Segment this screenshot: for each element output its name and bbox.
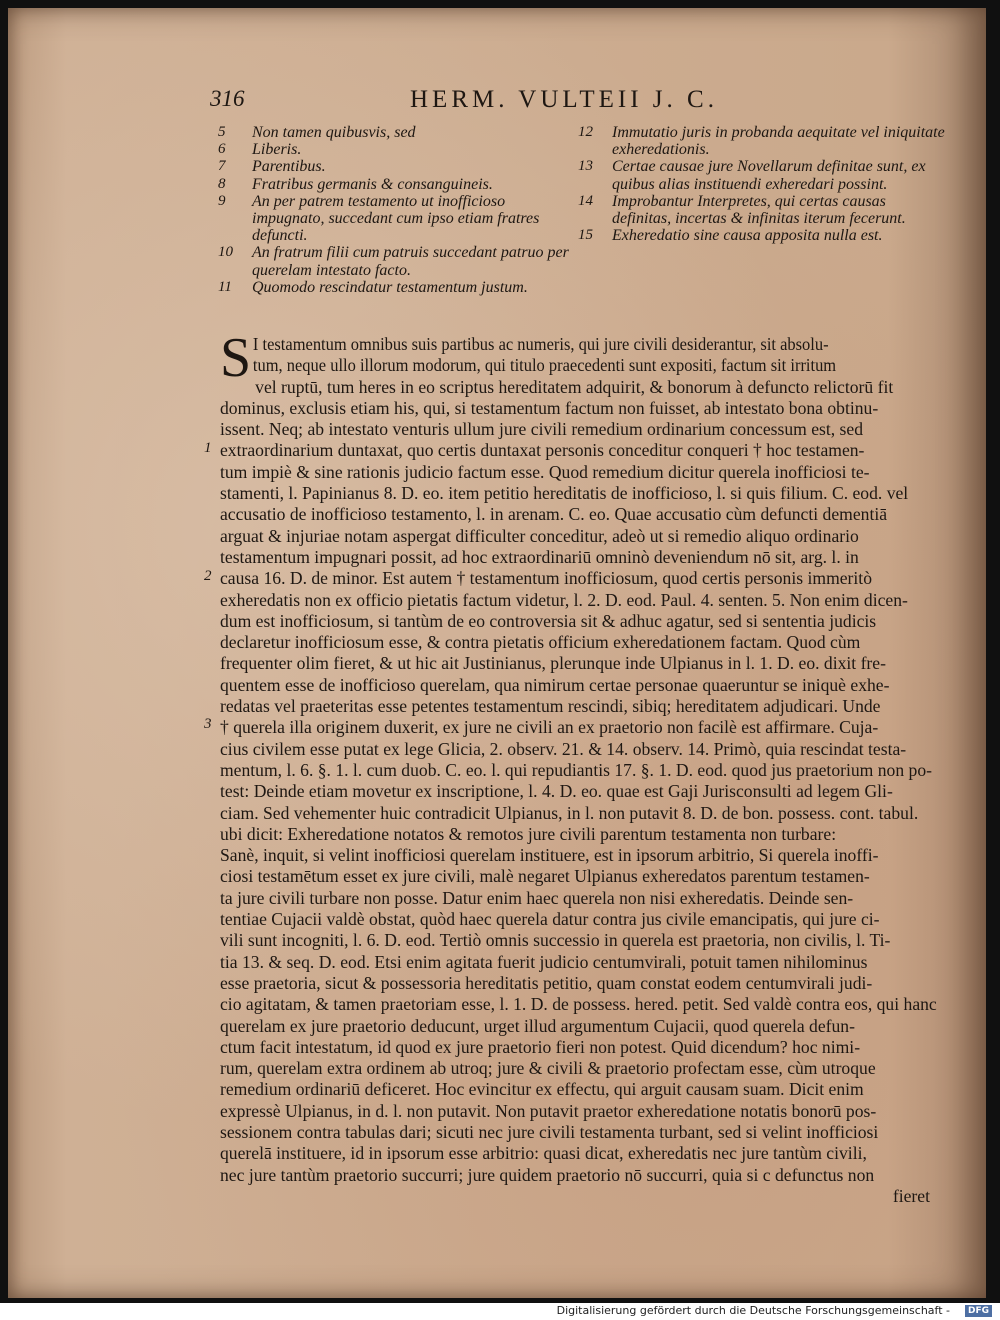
summary-item-text: Immutatio juris in probanda aequitate vel iniquitate exheredationis. — [612, 124, 945, 159]
margin-number: 3 — [204, 716, 212, 732]
body-line: tum impiè & sine rationis judicio factum esse. Quod remedium dicitur querela inofficiosi te- — [220, 461, 870, 482]
page-header — [8, 86, 986, 122]
summary-item-number: 6 — [218, 141, 226, 158]
body-line: tum, neque ullo illorum modorum, qui titulo praecedenti sunt expositi, factum sit irritum — [252, 355, 837, 376]
body-line: vili sunt incogniti, l. 6. D. eod. Tertiò omnis successio in querela est praetoria, non civilis, l. Ti- — [220, 930, 891, 951]
body-line: tentiae Cujacii valdè obstat, quòd haec querela datur contra jus civile emancipatis, qui jure ci- — [220, 909, 880, 930]
summary-item — [578, 124, 948, 158]
digitization-footer — [0, 1303, 1000, 1320]
footer-credit: Digitalisierung gefördert durch die Deutsche Forschungsgemeinschaft - — [556, 1304, 950, 1317]
body-line: issent. Neq; ab intestato venturis ullum jure civili remedium ordinarium concessum est, sed — [220, 419, 864, 440]
body-line: rum, querelam extra ordinem ab utroq; jure & civili & praetorio profectam esse, cùm utroque — [220, 1058, 876, 1079]
summary-item-number: 9 — [218, 192, 226, 209]
margin-number: 1 — [204, 440, 212, 456]
summary-item-number: 7 — [218, 158, 226, 175]
running-head: HERM. VULTEII J. C. — [410, 86, 718, 113]
body-line: frequenter olim fieret, & ut hic ait Justinianus, plerunque inde Ulpianus in l. 1. D. eo. dixit fre- — [220, 653, 886, 674]
body-line: ta jure civili turbare non posse. Datur enim haec querela non nisi exheredatis. Deinde sen- — [220, 887, 854, 908]
body-line: ciam. Sed vehementer huic contradicit Ulpianus, in l. non putavit 8. D. de bon. possess. cont. tabul. — [220, 802, 919, 823]
summary-item-text: Non tamen quibusvis, sed — [252, 124, 416, 141]
body-line: extraordinarium duntaxat, quo certis duntaxat personis conceditur conqueri † hoc testamen- — [220, 440, 865, 461]
body-line: esse praetoria, sicut & possessoria hereditatis petitio, quam constat eodem centumvirali judi- — [220, 972, 873, 993]
summary-left-column — [218, 124, 573, 296]
summary-item — [218, 193, 573, 245]
summary-item-number: 14 — [578, 192, 593, 209]
body-line: querelam ex jure praetorio deducunt, urget illud argumentum Cujacii, quod querela defun- — [220, 1015, 855, 1036]
body-line: ciosi testamētum esset ex jure civili, malè negaret Ulpianus exheredatos parentum testamen- — [220, 866, 870, 887]
summary-item-text: Exheredatio sine causa apposita nulla est. — [612, 227, 883, 245]
body-line: stamenti, l. Papinianus 8. D. eo. item petitio hereditatis de inofficioso, l. si quis filium. C. eod. vel — [220, 483, 909, 504]
summary-item-number: 12 — [578, 124, 593, 140]
body-line: fieret — [892, 1185, 930, 1206]
page-number: 316 — [210, 86, 245, 111]
book-page — [8, 8, 986, 1298]
body-line: testamentum impugnari possit, ad hoc extraordinariū omninò deveniendum nō sit, arg. l. in — [220, 546, 859, 567]
body-line: dominus, exclusis etiam his, qui, si testamentum factum non fuisset, ab intestato bona obtinu- — [220, 397, 879, 418]
body-line: tia 13. & seq. D. eod. Etsi enim agitata fuerit judicio centumvirali, potuit tamen nihilominus — [220, 951, 868, 972]
body-line: arguat & injuriae notam aspergat difficulter conceditur, adeò ut si remedio aliquo ordinario — [220, 525, 859, 546]
summary-item-number: 8 — [218, 175, 226, 192]
summary-item — [218, 141, 573, 158]
summary-item-number: 15 — [578, 227, 593, 244]
summary-item — [578, 227, 948, 244]
body-line: querelā instituere, id in ipsorum esse arbitrio: quasi dicat, exheredatis nec jure tantùm civili, — [220, 1143, 867, 1164]
summary-item — [218, 244, 573, 278]
summary-item-text: Fratribus germanis & consanguineis. — [252, 175, 493, 193]
summary-item-number: 10 — [218, 244, 233, 261]
summary-right-column — [578, 124, 948, 244]
body-line: remedium ordinariū deficeret. Hoc evincitur ex effectu, qui arguit causam suam. Dicit enim — [220, 1079, 864, 1100]
dfg-logo-icon: DFG — [965, 1305, 992, 1317]
body-line: expressè Ulpianus, in d. l. non putavit. Non putavit praetor exheredatione notatis bonorū pos- — [220, 1100, 877, 1121]
body-lines — [220, 327, 940, 1207]
body-line: causa 16. D. de minor. Est autem † testamentum inofficiosum, quod certis personis immeritò — [220, 568, 872, 589]
body-line: vel ruptū, tum heres in eo scriptus hereditatem adquirit, & bonorum à defuncto relictorū fit — [255, 376, 894, 397]
summary-item — [218, 176, 573, 193]
summary-item-text: An per patrem testamento ut inofficioso impugnato, succedant cum ipso etiam fratres defuncti. — [252, 192, 540, 245]
summary-item-text: Improbantur Interpretes, qui certas causas definitas, incertas & infinitas iterum fecerunt. — [612, 192, 906, 228]
body-line: † querela illa originem duxerit, ex jure ne civili an ex praetorio non facilè est affirmare. Cuja- — [220, 717, 879, 738]
body-line: test: Deinde etiam movetur ex inscriptione, l. 4. D. eo. quae est Gaji Jurisconsulti ad legem Gli- — [220, 781, 893, 802]
summary-item-number: 5 — [218, 124, 226, 140]
chapter-summary — [218, 124, 948, 334]
summary-item-text: Quomodo rescindatur testamentum justum. — [252, 278, 528, 296]
summary-item-number: 11 — [218, 278, 232, 295]
summary-item-text: Parentibus. — [252, 158, 326, 176]
drop-cap: S — [220, 327, 252, 389]
body-line: accusatio de inofficioso testamento, l. in arenam. C. eo. Quae accusatio cùm defuncti dementiā — [220, 504, 888, 525]
body-line: ubi dicit: Exheredatione notatos & remotos jure civili parentum testamenta non turbare: — [220, 823, 837, 844]
body-line: sessionem contra tabulas dari; sicuti nec jure civili testamenta turbant, sed si velint inofficiosi — [220, 1121, 879, 1142]
body-text — [220, 327, 940, 1207]
body-line: exheredatis non ex officio pietatis factum videtur, l. 2. D. eod. Paul. 4. senten. 5. Non enim dicen- — [220, 589, 908, 610]
summary-item — [218, 158, 573, 175]
body-line: mentum, l. 6. §. 1. l. cum duob. C. eo. l. qui repudiantis 17. §. 1. D. eod. quod jus praetorium non po- — [220, 759, 932, 780]
summary-item — [578, 193, 948, 227]
summary-item-text: Certae causae jure Novellarum definitae sunt, ex quibus alias instituendi exheredari possint. — [612, 158, 926, 193]
margin-number: 2 — [204, 568, 212, 584]
summary-item-number: 13 — [578, 158, 593, 175]
body-line: quentem esse de inofficioso querelam, qua nimirum certae personae quaeruntur se iniquè exhe- — [220, 674, 890, 695]
body-line: I testamentum omnibus suis partibus ac numeris, qui jure civili desiderantur, sit absolu- — [252, 334, 829, 354]
summary-item-text: Liberis. — [252, 141, 302, 159]
body-line: dum est inofficiosum, si tantùm de eo controversia sit & adhuc agatur, sed si sententia judicis — [220, 610, 877, 631]
summary-item-text: An fratrum filii cum patruis succedant patruo per querelam intestato facto. — [252, 244, 569, 279]
body-line: cio agitatam, & tamen praetoriam esse, l. 1. D. de possess. hered. petit. Sed valdè contra eos, qui hanc — [220, 994, 937, 1015]
summary-item — [218, 124, 573, 141]
body-line: nec jure tantùm praetorio succurri; jure quidem praetorio nō succurri, quia si c defunctus non — [220, 1164, 875, 1185]
body-line: declaretur inofficiosum esse, & contra pietatis officium exheredationem factam. Quod cùm — [220, 632, 861, 653]
summary-item — [578, 158, 948, 192]
body-line: ctum facit intestatum, id quod ex jure praetorio fieri non potest. Quid dicendum? hoc nimi- — [220, 1036, 861, 1057]
body-line: Sanè, inquit, si velint inofficiosi querelam instituere, est in ipsorum arbitrio, Si querela inoffi- — [220, 845, 879, 866]
body-line: redatas vel praeteritas esse petentes testamentum rescindi, sibiq; hereditatem adjudicari. Unde — [220, 696, 881, 717]
body-line: cius civilem esse putat ex lege Glicia, 2. observ. 21. & 14. observ. 14. Primò, quia rescindat testa- — [220, 738, 907, 759]
summary-item — [218, 279, 573, 296]
